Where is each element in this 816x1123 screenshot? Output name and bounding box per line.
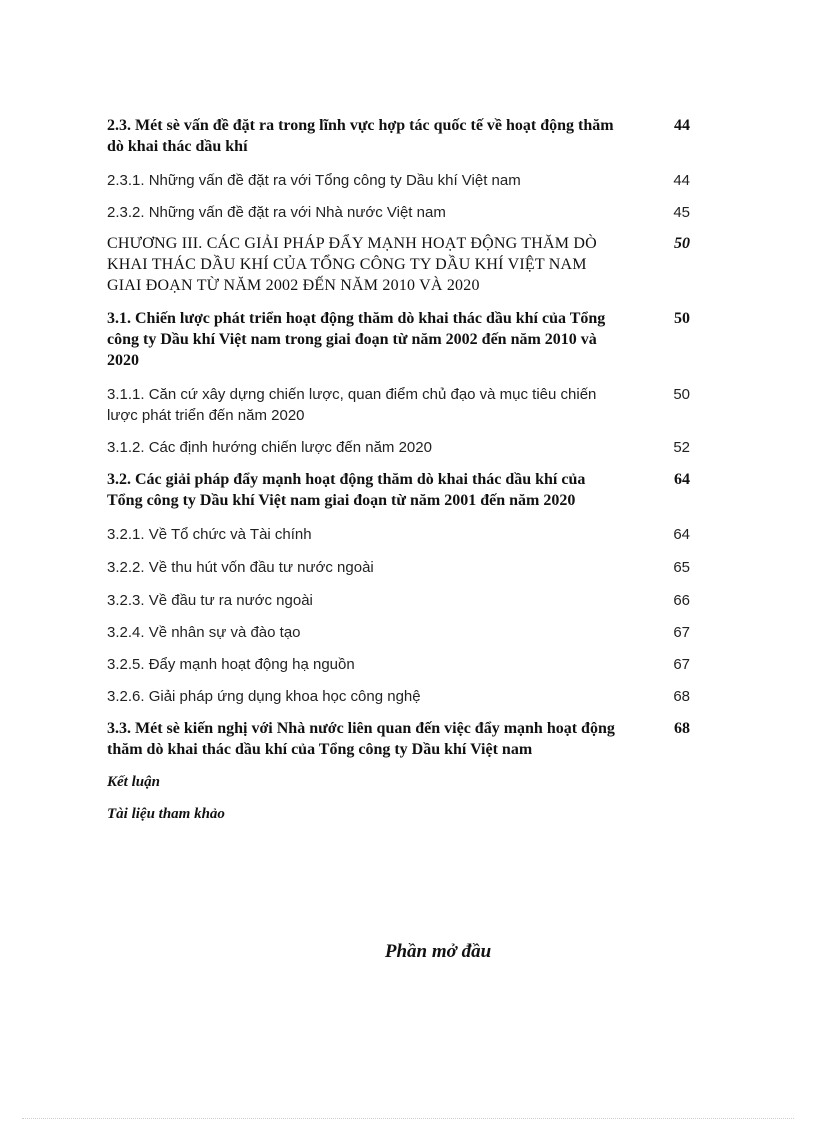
toc-entry-references[interactable]: Tài liệu tham khảo: [107, 806, 225, 822]
toc-entry-title: 3.1.1. Căn cứ xây dựng chiến lược, quan điểm chủ đạo và mục tiêu chiến lược phát triển đến năm 2020: [107, 386, 597, 424]
toc-entry-page: 50: [674, 310, 690, 327]
toc-entry-page: 44: [673, 172, 690, 189]
toc-entry-title: 2.3. Mét sè vấn đề đặt ra trong lĩnh vực hợp tác quốc tế về hoạt động thăm dò khai thác dầu khí: [107, 117, 614, 155]
toc-entry-page: 67: [673, 656, 690, 673]
toc-entry-3-2-6[interactable]: [107, 686, 690, 707]
toc-entry-2-3-2[interactable]: [107, 202, 690, 223]
toc-entry-page: 65: [673, 559, 690, 576]
toc-entry-2-3-1[interactable]: [107, 170, 690, 191]
toc-entry-3-2-4[interactable]: [107, 622, 690, 643]
toc-entry-3-2-5[interactable]: [107, 654, 690, 675]
toc-entry-page: 45: [673, 204, 690, 221]
toc-entry-3-2-2[interactable]: [107, 557, 690, 578]
toc-entry-page: 64: [673, 526, 690, 543]
toc-entry-title: 3.2.1. Về Tổ chức và Tài chính: [107, 526, 312, 543]
toc-entry-page: 68: [674, 720, 690, 737]
toc-entry-title: 3.2.6. Giải pháp ứng dụng khoa học công nghệ: [107, 688, 421, 705]
toc-entry-3-1-1[interactable]: [107, 384, 690, 426]
toc-entry-3-2[interactable]: [107, 469, 690, 511]
toc-entry-title: 3.2.5. Đẩy mạnh hoạt động hạ nguồn: [107, 656, 355, 673]
toc-entry-page: 68: [673, 688, 690, 705]
toc-entry-title: CHƯƠNG III. CÁC GIẢI PHÁP ĐẨY MẠNH HOẠT ĐỘNG THĂM DÒ KHAI THÁC DẦU KHÍ CỦA TỔNG CÔNG TY DẦU KHÍ VIỆT NAM GIAI ĐOẠN TỪ NĂM 2002 ĐẾN NĂM 2010 VÀ 2020: [107, 235, 597, 294]
page-bottom-rule: [22, 1118, 794, 1119]
toc-entry-title: 2.3.2. Những vấn đề đặt ra với Nhà nước Việt nam: [107, 204, 446, 221]
toc-entry-chapter-3[interactable]: [107, 233, 690, 296]
toc-entry-title: 3.1. Chiến lược phát triển hoạt động thăm dò khai thác dầu khí của Tổng công ty Dầu khí Việt nam trong giai đoạn từ năm 2002 đến năm 2010 và 2020: [107, 310, 606, 369]
toc-entry-page: 64: [674, 471, 690, 488]
toc-entry-page: 50: [673, 386, 690, 403]
section-heading: Phần mở đầu: [384, 941, 492, 962]
toc-entry-page: 44: [674, 117, 690, 134]
toc-entry-title: 3.2.2. Về thu hút vốn đầu tư nước ngoài: [107, 559, 374, 576]
toc-entry-title: 3.2. Các giải pháp đẩy mạnh hoạt động thăm dò khai thác dầu khí của Tổng công ty Dầu khí Việt nam giai đoạn từ năm 2001 đến năm 2020: [107, 471, 586, 509]
toc-entry-3-1[interactable]: [107, 308, 690, 371]
toc-entry-3-2-3[interactable]: [107, 590, 690, 611]
toc-entry-3-3[interactable]: [107, 718, 690, 760]
toc-entry-page: 67: [673, 624, 690, 641]
toc-entry-title: 3.1.2. Các định hướng chiến lược đến năm 2020: [107, 439, 432, 456]
toc-entry-page: 50: [674, 235, 690, 252]
toc-entry-page: 52: [673, 439, 690, 456]
toc-entry-title: 2.3.1. Những vấn đề đặt ra với Tổng công ty Dầu khí Việt nam: [107, 172, 521, 189]
toc-entry-title: 3.2.3. Về đầu tư ra nước ngoài: [107, 592, 313, 609]
toc-entry-title: 3.3. Mét sè kiến nghị với Nhà nước liên quan đến việc đẩy mạnh hoạt động thăm dò khai thác dầu khí của Tổng công ty Dầu khí Việt nam: [107, 720, 615, 758]
toc-entry-title: 3.2.4. Về nhân sự và đào tạo: [107, 624, 301, 641]
toc-entry-page: 66: [673, 592, 690, 609]
toc-entry-3-1-2[interactable]: [107, 437, 690, 458]
toc-entry-conclusion[interactable]: Kết luận: [107, 774, 160, 790]
toc-entry-3-2-1[interactable]: [107, 524, 690, 545]
toc-entry-2-3[interactable]: [107, 115, 690, 157]
